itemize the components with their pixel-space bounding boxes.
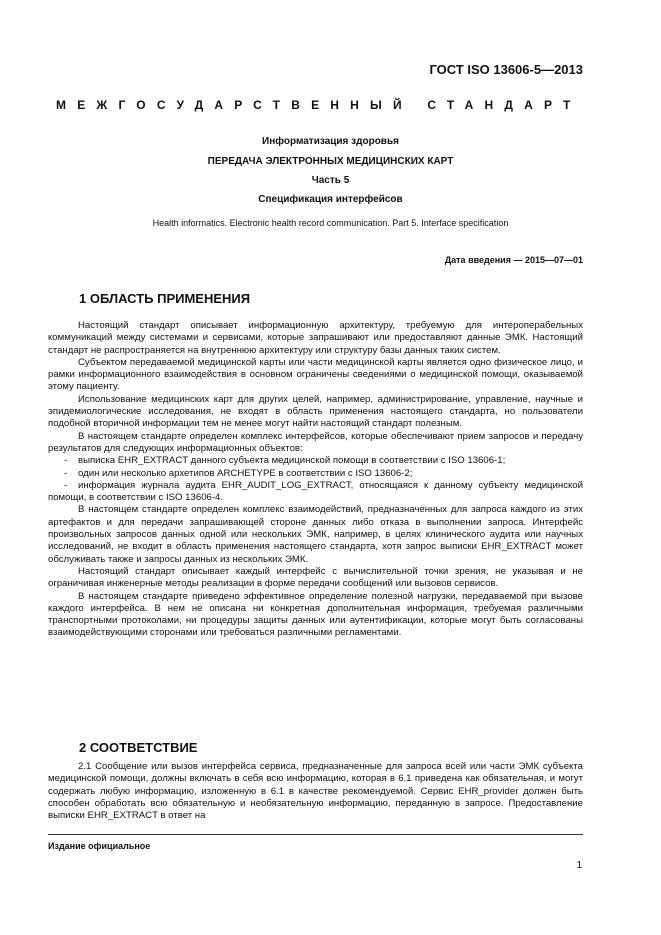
bullet-dash: - (64, 479, 68, 491)
list-item-text: один или несколько архетипов ARCHETYPE в соответствии с ISO 13606-2; (78, 467, 413, 479)
page-number: 1 (576, 860, 582, 871)
paragraph: В настоящем стандарте определен комплекс интерфейсов, которые обеспечивают прием запросов и передачу результатов для следующих информационных объектов: (48, 430, 583, 454)
paragraph: Настоящий стандарт описывает информационную архитектуру, требуемую для интероперабельных коммуникаций между системами и сервисами, которые запрашивают или предоставляют данные ЭМК. Настоящий стандарт не распространяется на внутреннюю архитектуру или структуру базы данных таких систем. (48, 320, 583, 356)
list-item-text: информация журнала аудита EHR_AUDIT_LOG_EXTRACT, относящаяся к данному субъекту медицинской помощи, в соответствии с ISO 13606-4. (48, 479, 583, 504)
footer-divider (48, 834, 583, 835)
section-2-heading: 2 СООТВЕТСТВИЕ (79, 740, 198, 755)
paragraph: Настоящий стандарт описывает каждый интерфейс с вычислительной точки зрения, не указывая и не ограничивая инженерные методы реализации в форме передачи сообщений или вызовов сервисов. (48, 565, 583, 590)
title-subtitle: Спецификация интерфейсов (258, 194, 403, 205)
bullet-dash: - (64, 455, 68, 467)
section-2-body (48, 761, 583, 822)
list-item (48, 455, 583, 467)
section-1-heading: 1 ОБЛАСТЬ ПРИМЕНЕНИЯ (79, 291, 251, 306)
paragraph: Субъектом передаваемой медицинской карты или части медицинской карты является одно физическое лицо, и рамки информационного взаимодействия в основном ограничены сведениями о медицинской помощи, оказываемой этому пациенту. (48, 356, 583, 393)
bullet-dash: - (64, 467, 68, 479)
list-item-text: выписка EHR_EXTRACT данного субъекта медицинской помощи в соответствии с ISO 13606-1; (78, 455, 506, 467)
list-item (48, 480, 583, 505)
standard-banner: МЕЖГОСУДАРСТВЕННЫЙ СТАНДАРТ (56, 98, 582, 112)
standard-id: ГОСТ ISO 13606-5—2013 (429, 62, 583, 77)
title-part: Часть 5 (311, 175, 350, 186)
title-main: ПЕРЕДАЧА ЭЛЕКТРОННЫХ МЕДИЦИНСКИХ КАРТ (207, 156, 454, 167)
section-1-body (48, 320, 583, 640)
list-item (48, 468, 583, 480)
paragraph: Использование медицинских карт для других целей, например, администрирование, управление, научные и эпидемиологические исследования, не входят в область применения настоящего стандарта, но пользователи подобной вторичной информации тем не менее могут найти настоящий стандарт полезным. (48, 393, 583, 430)
paragraph: 2.1 Сообщение или вызов интерфейса сервиса, предназначенные для запроса всей или части ЭМК субъекта медицинской помощи, должны включать в себя всю информацию, которая в 6.1 приведена как обязательная, и могут содержать любую информацию, изложенную в 6.1 в качестве рекомендуемой. Сервис EHR_provider должен быть способен обработать всю обязательную и необязательную информацию, переданную в запросе. Предоставление выписки EHR_EXTRACT в ответ на (48, 761, 583, 822)
introduction-date: Дата введения — 2015—07—01 (444, 255, 583, 265)
title-english: Health informatics. Electronic health record communication. Part 5. Interface specification (152, 218, 509, 228)
paragraph: В настоящем стандарте определен комплекс взаимодействий, предназначенных для запроса каждого из этих артефактов и для передачи запрашивающей стороне данных либо отказа в выполнении запроса. Интерфейс произвольных запросов данных одной или нескольких ЭМК, например, в целях клинического аудита или научных исследований, не входит в область применения настоящего стандарта, хотя запрос выписки EHR_EXTRACT может обслуживать также и запросы данных из нескольких ЭМК. (48, 504, 583, 565)
paragraph: В настоящем стандарте приведено эффективное определение полезной нагрузки, передаваемой при вызове каждого интерфейса. В нем не описана ни конкретная дополнительная информация, требуемая различными транспортными протоколами, ни процедуры защиты данных или аутентификации, которые могут быть согласованы взаимодействующими сторонами или требоваться различными регламентами. (48, 590, 583, 639)
title-domain: Информатизация здоровья (262, 136, 399, 147)
official-edition-label: Издание официальное (48, 841, 151, 851)
